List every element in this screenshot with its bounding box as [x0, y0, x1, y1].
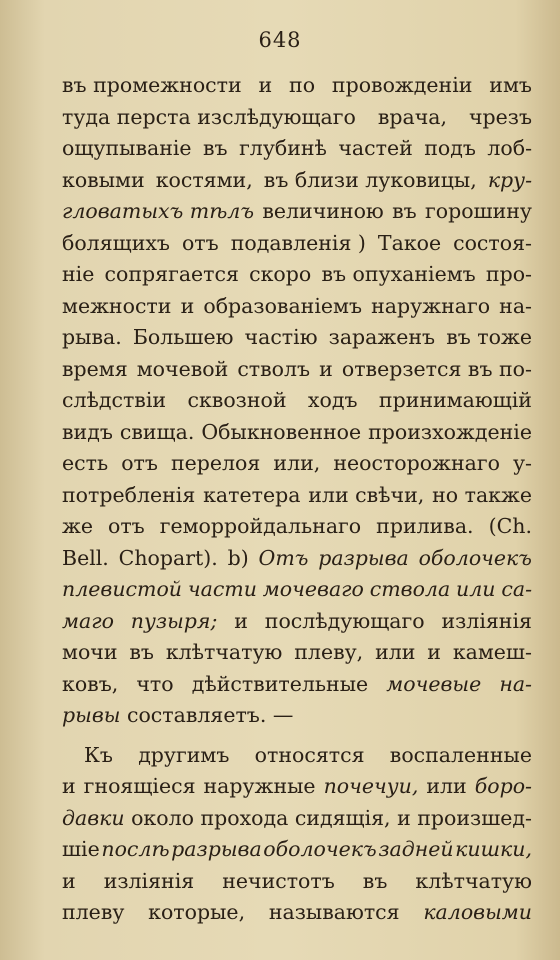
italic-word: послѣ — [101, 837, 170, 861]
italic-word: боро- — [474, 774, 532, 798]
text-line — [62, 637, 532, 669]
word: сидящія, — [294, 805, 391, 830]
word: около — [131, 805, 194, 830]
text-line — [62, 669, 532, 701]
text-line — [62, 606, 532, 638]
text-line — [62, 291, 532, 323]
word: Къ — [84, 742, 113, 767]
italic-word: каловыми — [423, 900, 532, 924]
word: въ тоже — [446, 325, 532, 349]
word: которые, — [148, 900, 246, 924]
word: Обыкновенное — [201, 419, 362, 444]
word: туда перста изслѣдующаго — [62, 104, 356, 129]
word: шіе — [62, 837, 100, 861]
word: есть — [62, 451, 109, 475]
text-line — [62, 511, 532, 543]
word: плеву, — [294, 640, 364, 664]
text-line — [62, 740, 532, 772]
italic-word: пузыря; — [130, 608, 218, 633]
word: ходъ — [307, 388, 358, 412]
word: произхожденіе — [368, 419, 532, 444]
italic-word: мочеваго — [262, 577, 364, 601]
italic-word: са- — [501, 577, 532, 601]
text-line — [62, 133, 532, 165]
body-text — [62, 70, 532, 929]
word: другимъ — [138, 742, 230, 767]
word: ковыми — [62, 167, 145, 192]
word: Bell. — [62, 545, 109, 570]
text-line — [62, 228, 532, 260]
word: клѣтчатую — [165, 640, 283, 664]
text-line — [62, 417, 532, 449]
word: скоро — [249, 262, 312, 286]
italic-word: оболочекъ — [418, 545, 532, 570]
word: нечистотъ — [222, 868, 335, 893]
word: стволъ — [237, 356, 311, 381]
word: наружнаго — [371, 293, 491, 318]
text-line — [62, 102, 532, 134]
word: горошину — [425, 199, 532, 223]
word: межности — [62, 293, 172, 318]
word: гноящіеся — [83, 774, 196, 798]
word: но также — [432, 482, 532, 507]
word: называются — [268, 900, 400, 924]
word: или свѣчи, — [308, 482, 425, 507]
word: геморройдальнаго — [159, 514, 362, 538]
word: перелоя — [170, 451, 261, 475]
word: у- — [513, 451, 532, 475]
word: на- — [499, 293, 532, 318]
word: и — [180, 293, 195, 318]
word: видъ — [62, 419, 113, 444]
word: состоя- — [453, 230, 532, 255]
word: врача, — [377, 104, 447, 129]
text-line — [62, 259, 532, 291]
word: частей — [338, 136, 413, 160]
italic-word: задней — [378, 837, 454, 861]
word: относятся — [254, 742, 365, 767]
word: зараженъ — [328, 325, 436, 349]
word: чрезъ — [468, 104, 532, 129]
word: неосторожнаго — [333, 451, 500, 475]
word: образованіемъ — [203, 293, 363, 318]
word: глубинѣ — [239, 136, 327, 160]
word: прилива. — [376, 514, 474, 538]
word: составляетъ. — — [120, 703, 294, 727]
word: прохода — [200, 805, 289, 830]
word: въ — [362, 868, 388, 893]
word: ощупываніе — [62, 136, 192, 160]
word: и — [397, 805, 411, 830]
word: b) — [227, 545, 249, 570]
word: изліянія — [441, 608, 532, 633]
word: отъ — [108, 514, 145, 538]
word: или, — [273, 451, 321, 475]
word: рыва. — [62, 325, 122, 349]
text-line — [62, 834, 532, 866]
text-line — [62, 866, 532, 898]
text-line — [62, 543, 532, 575]
page-number: 648 — [258, 28, 302, 52]
word: величиною — [262, 199, 384, 223]
text-line — [62, 574, 532, 606]
word: мочевой — [136, 356, 229, 381]
text-line — [62, 771, 532, 803]
text-line — [62, 385, 532, 417]
word: дѣйствительные — [191, 671, 369, 696]
text-line — [62, 354, 532, 386]
italic-word: рывы — [62, 703, 121, 727]
word: послѣдующаго — [264, 608, 425, 633]
text-line — [62, 165, 532, 197]
word: отверзется въ по- — [341, 356, 532, 381]
word: клѣтчатую — [415, 868, 532, 893]
word: лоб- — [487, 136, 532, 160]
word: костями, — [155, 167, 253, 192]
word: въ — [392, 199, 417, 223]
word: провожденіи — [331, 73, 473, 97]
italic-word: кру- — [487, 167, 532, 192]
word: и — [62, 774, 76, 798]
text-line — [62, 70, 532, 102]
text-line — [62, 897, 532, 929]
word: Такое — [377, 230, 442, 255]
word: отъ — [121, 451, 158, 475]
word: мочи — [62, 640, 118, 664]
word: сопрягается — [104, 262, 239, 286]
italic-word: оболочекъ — [263, 837, 377, 861]
word: и — [258, 73, 273, 97]
word: про- — [485, 262, 532, 286]
word: и — [427, 640, 441, 664]
word: или — [426, 774, 467, 798]
italic-word: ствола — [369, 577, 451, 601]
word: Chopart). — [118, 545, 218, 570]
word: произшед- — [417, 805, 532, 830]
word: камеш- — [452, 640, 532, 664]
word: въ — [129, 640, 154, 664]
word: наружные — [203, 774, 316, 798]
word: имъ — [489, 73, 532, 97]
word: подавленія ) — [230, 230, 366, 255]
word: ніе — [62, 262, 95, 286]
word: изліянія — [103, 868, 195, 893]
word: въ близи луковицы, — [263, 167, 477, 192]
italic-word: давки — [62, 805, 125, 830]
word: (Ch. — [488, 514, 532, 538]
italic-word: части — [187, 577, 257, 601]
word: отъ — [181, 230, 219, 255]
word: Большею — [132, 325, 234, 349]
word: же — [62, 514, 93, 538]
word: въ промежности — [62, 73, 242, 97]
word: и — [319, 356, 333, 381]
italic-word: разрыва — [318, 545, 409, 570]
italic-word: на- — [499, 671, 532, 696]
paragraph-gap — [62, 732, 532, 740]
italic-word: маго — [62, 608, 114, 633]
italic-word: плевистой — [62, 577, 182, 601]
word: въ — [203, 136, 228, 160]
word: свища. — [119, 419, 195, 444]
word: сквозной — [187, 388, 287, 412]
text-line — [62, 448, 532, 480]
text-line — [62, 700, 532, 732]
word: потребленія — [62, 482, 196, 507]
italic-word: почечуи, — [323, 774, 419, 798]
text-line — [62, 196, 532, 228]
word: и — [62, 868, 76, 893]
word: плеву — [62, 900, 125, 924]
word: время — [62, 356, 128, 381]
italic-word: или — [456, 577, 496, 601]
word: воспаленные — [389, 742, 532, 767]
text-line — [62, 803, 532, 835]
word: катетера — [203, 482, 301, 507]
word: болящихъ — [62, 230, 170, 255]
italic-word: Отъ — [258, 545, 309, 570]
italic-word: разрыва — [171, 837, 262, 861]
italic-word: гловатыхъ тѣлъ — [62, 199, 255, 223]
text-line — [62, 480, 532, 512]
word: въ опуханіемъ — [321, 262, 476, 286]
italic-word: кишки, — [455, 837, 532, 861]
word: частію — [244, 325, 318, 349]
word: принимающій — [378, 388, 532, 412]
word: подъ — [424, 136, 476, 160]
word: что — [136, 671, 174, 696]
word: ковъ, — [62, 671, 119, 696]
word: и — [234, 608, 248, 633]
text-line — [62, 322, 532, 354]
word: слѣдствіи — [62, 388, 167, 412]
word: по — [289, 73, 316, 97]
italic-word: мочевые — [386, 671, 482, 696]
word: или — [375, 640, 416, 664]
